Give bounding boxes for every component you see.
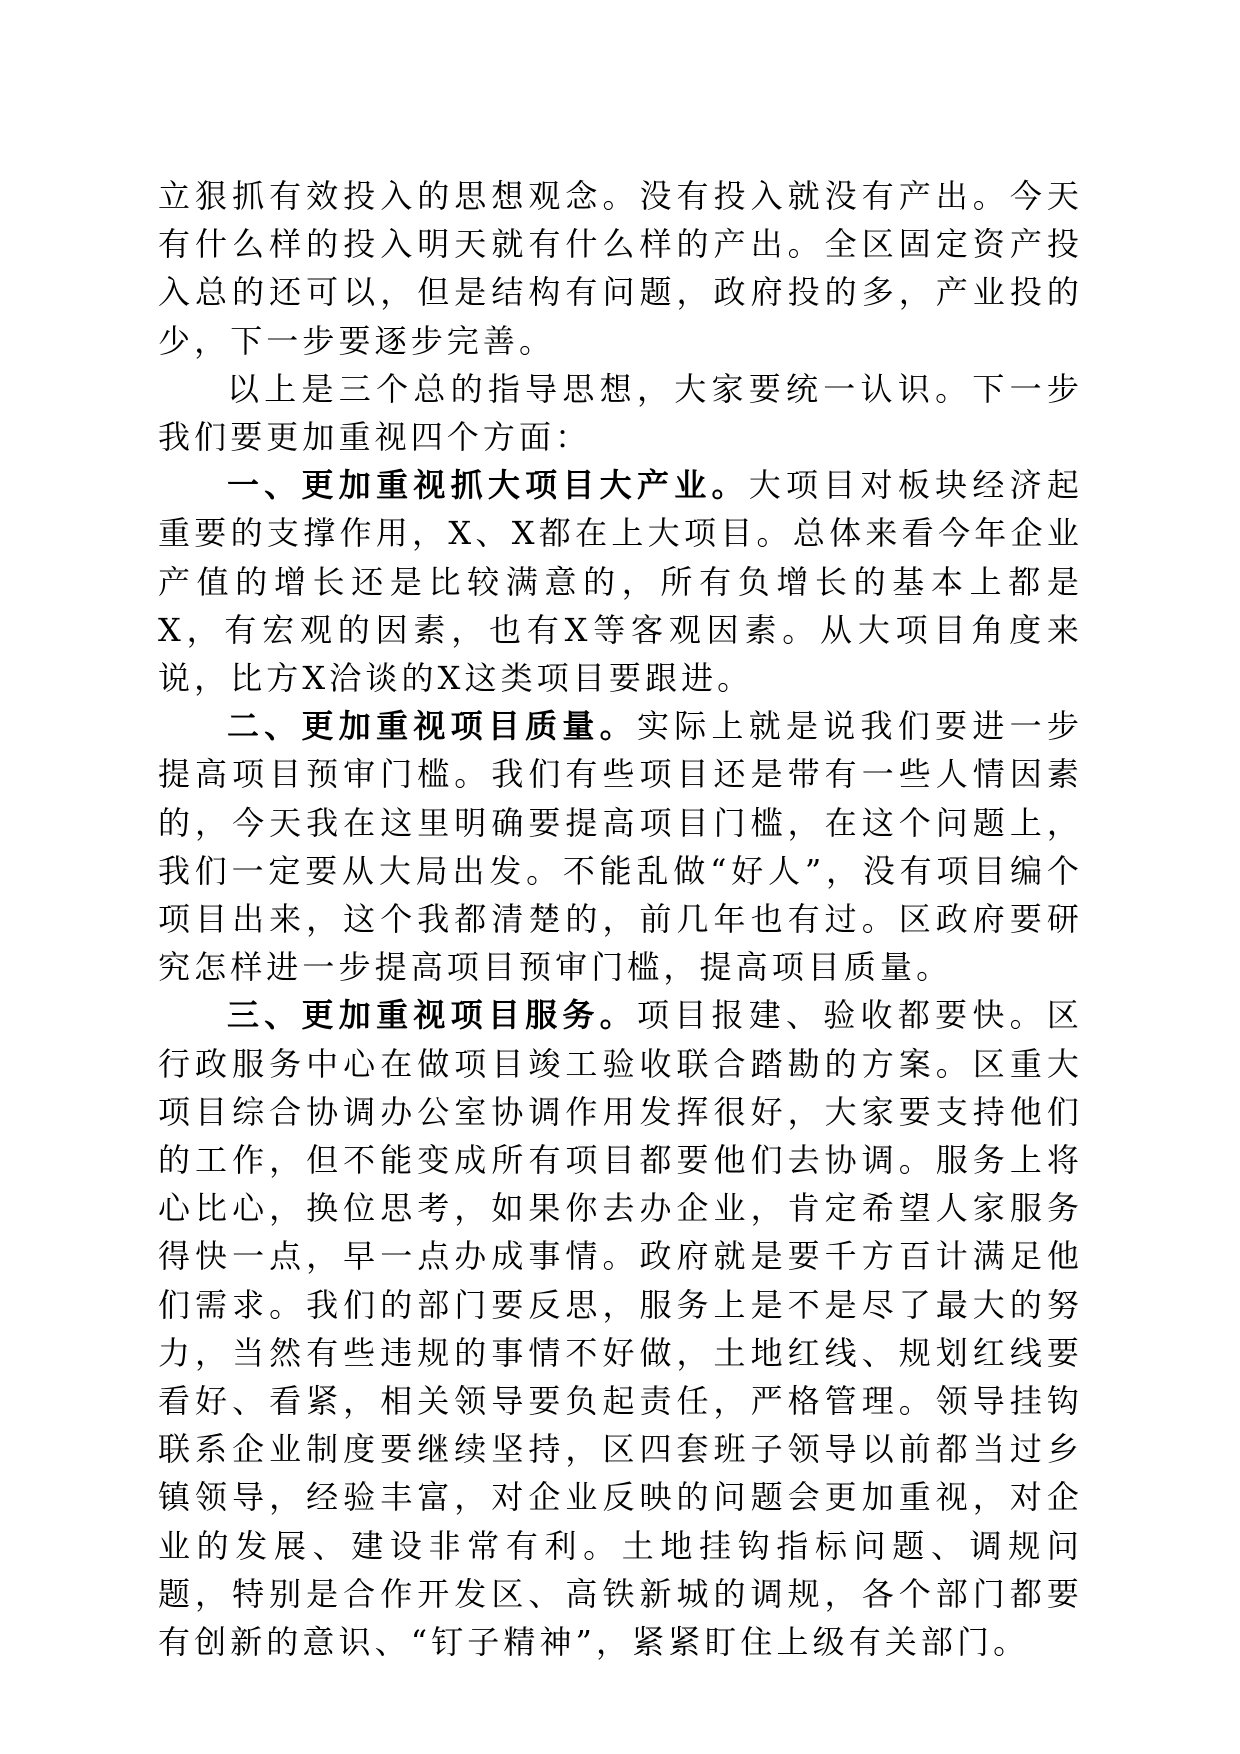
paragraph-5-heading: 三、更加重视项目服务。 xyxy=(227,996,637,1035)
paragraph-1 xyxy=(158,172,1083,365)
paragraph-3-heading: 一、更加重视抓大项目大产业。 xyxy=(227,466,749,505)
paragraph-4-text: 实际上就是说我们要进一步提高项目预审门槛。我们有些项目还是带有一些人情因素的，今天我在这里明确要提高项目门槛，在这个问题上，我们一定要从大局出发。不能乱做“好人”，没有项目编个项目出来，这个我都清楚的，前几年也有过。区政府要研究怎样进一步提高项目预审门槛，提高项目质量。 xyxy=(158,707,1083,987)
paragraph-4 xyxy=(158,702,1083,991)
paragraph-2-text: 以上是三个总的指导思想，大家要统一认识。下一步我们要更加重视四个方面： xyxy=(158,369,1083,457)
paragraph-3 xyxy=(158,461,1083,702)
paragraph-5-text: 项目报建、验收都要快。区行政服务中心在做项目竣工验收联合踏勘的方案。区重大项目综合协调办公室协调作用发挥很好，大家要支持他们的工作，但不能变成所有项目都要他们去协调。服务上将心比心，换位思考，如果你去办企业，肯定希望人家服务得快一点，早一点办成事情。政府就是要千方百计满足他们需求。我们的部门要反思，服务上是不是尽了最大的努力，当然有些违规的事情不好做，土地红线、规划红线要看好、看紧，相关领导要负起责任，严格管理。领导挂钩联系企业制度要继续坚持，区四套班子领导以前都当过乡镇领导，经验丰富，对企业反映的问题会更加重视，对企业的发展、建设非常有利。土地挂钩指标问题、调规问题，特别是合作开发区、高铁新城的调规，各个部门都要有创新的意识、“钉子精神”，紧紧盯住上级有关部门。 xyxy=(158,996,1083,1662)
paragraph-1-text: 立狠抓有效投入的思想观念。没有投入就没有产出。今天有什么样的投入明天就有什么样的产出。全区固定资产投入总的还可以，但是结构有问题，政府投的多，产业投的少，下一步要逐步完善。 xyxy=(158,177,1083,360)
paragraph-5 xyxy=(158,991,1083,1666)
paragraph-2 xyxy=(158,365,1083,461)
paragraph-3-text: 大项目对板块经济起重要的支撑作用，X、X都在上大项目。总体来看今年企业产值的增长还是比较满意的，所有负增长的基本上都是X，有宏观的因素，也有X等客观因素。从大项目角度来说，比方X洽谈的X这类项目要跟进。 xyxy=(158,466,1083,698)
document-body xyxy=(158,172,1083,1666)
paragraph-4-heading: 二、更加重视项目质量。 xyxy=(227,707,637,746)
